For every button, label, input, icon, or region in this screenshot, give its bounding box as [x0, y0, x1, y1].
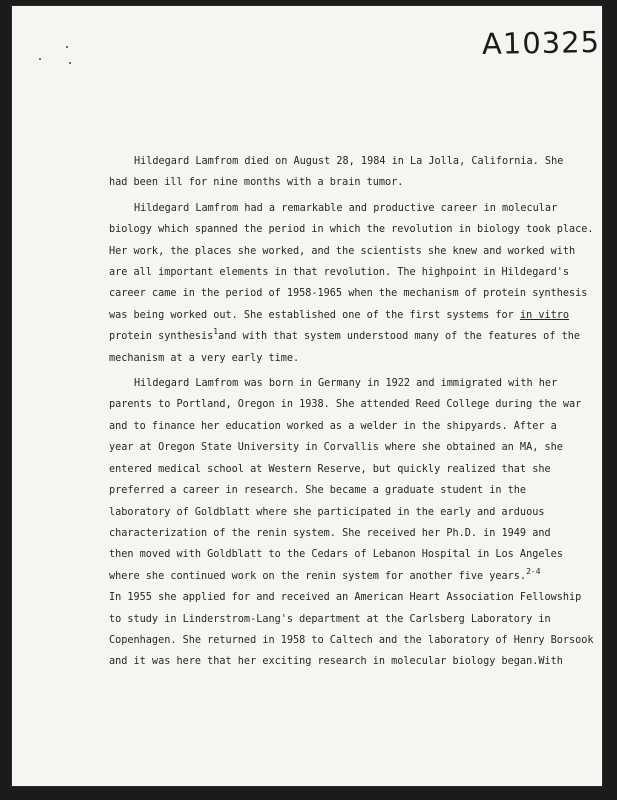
- text-line: and to finance her education worked as a welder in the shipyards. After a: [109, 420, 557, 432]
- text-segment: protein synthesis: [109, 331, 214, 343]
- text-segment: where she continued work on the renin system for another five years.: [109, 570, 527, 582]
- document-body: [109, 151, 594, 677]
- text-line: year at Oregon State University in Corvallis where she obtained an MA, she: [109, 442, 563, 454]
- text-line: [109, 326, 580, 347]
- text-line: parents to Portland, Oregon in 1938. She attended Reed College during the war: [109, 399, 582, 411]
- text-line: Hildegard Lamfrom died on August 28, 1984 in La Jolla, California. She: [134, 156, 564, 167]
- text-line: biology which spanned the period in which the revolution in biology took place.: [109, 224, 594, 236]
- footnote-marker: 2-4: [526, 566, 541, 576]
- text-line: are all important elements in that revolution. The highpoint in Hildegard's: [109, 267, 570, 279]
- underlined-term: in vitro: [519, 309, 570, 321]
- text-line: Hildegard Lamfrom had a remarkable and productive career in molecular: [134, 202, 558, 214]
- paragraph-1: [109, 151, 564, 194]
- text-line: In 1955 she applied for and received an American Heart Association Fellowship: [109, 592, 582, 604]
- text-line: [109, 305, 570, 326]
- text-segment: and with that system understood many of the features of the: [218, 331, 580, 343]
- text-line: Hildegard Lamfrom was born in Germany in 1922 and immigrated with her: [134, 378, 558, 390]
- text-line: entered medical school at Western Reserve, but quickly realized that she: [109, 463, 551, 475]
- document-page: [12, 6, 602, 786]
- text-line: [109, 566, 564, 587]
- paper-speck: [69, 62, 71, 64]
- paragraph-3: [109, 373, 594, 673]
- text-line: Copenhagen. She returned in 1958 to Caltech and the laboratory of Henry Borsook: [109, 634, 594, 646]
- archive-id-handwritten: A10325: [481, 24, 601, 62]
- text-line: career came in the period of 1958-1965 when the mechanism of protein synthesis: [109, 288, 588, 300]
- text-line: laboratory of Goldblatt where she participated in the early and arduous: [109, 506, 545, 518]
- paper-speck: [66, 46, 68, 48]
- text-line: Her work, the places she worked, and the scientists she knew and worked with: [109, 245, 576, 257]
- text-line: and it was here that her exciting research in molecular biology began.With: [109, 656, 563, 668]
- text-line: had been ill for nine months with a brain tumor.: [109, 177, 404, 189]
- text-line: to study in Linderstrom-Lang's department at the Carlsberg Laboratory in: [109, 613, 551, 625]
- paper-speck: [39, 58, 41, 60]
- text-line: then moved with Goldblatt to the Cedars of Lebanon Hospital in Los Angeles: [109, 549, 563, 561]
- text-line: preferred a career in research. She became a graduate student in the: [109, 485, 527, 497]
- text-segment: was being worked out. She established one of the first systems for: [109, 309, 520, 321]
- paragraph-2: [109, 198, 594, 369]
- text-line: mechanism at a very early time.: [109, 352, 300, 364]
- text-line: characterization of the renin system. She received her Ph.D. in 1949 and: [109, 527, 551, 539]
- footnote-marker: 1: [213, 327, 219, 337]
